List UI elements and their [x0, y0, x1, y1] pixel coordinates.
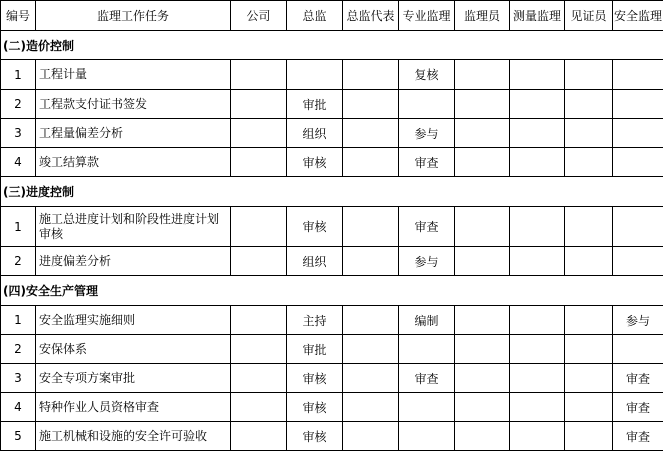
- cell-survey: [510, 393, 565, 422]
- cell-company: [231, 90, 287, 119]
- cell-supervisor: [455, 335, 510, 364]
- cell-safety: [613, 119, 663, 148]
- cell-safety: [613, 247, 663, 276]
- cell-witness: [565, 207, 613, 247]
- cell-supervisor: [455, 119, 510, 148]
- cell-no: 4: [1, 148, 36, 177]
- cell-survey: [510, 207, 565, 247]
- cell-company: [231, 148, 287, 177]
- cell-survey: [510, 422, 565, 451]
- table-row: [1, 119, 663, 148]
- cell-task: 施工机械和设施的安全许可验收: [36, 422, 231, 451]
- cell-supervisor: [455, 422, 510, 451]
- cell-chief-rep: [343, 60, 399, 90]
- cell-safety: [613, 148, 663, 177]
- cell-chief: 审批: [287, 335, 343, 364]
- cell-company: [231, 335, 287, 364]
- cell-no: 4: [1, 393, 36, 422]
- cell-witness: [565, 119, 613, 148]
- cell-company: [231, 393, 287, 422]
- cell-task: 进度偏差分析: [36, 247, 231, 276]
- cell-witness: [565, 364, 613, 393]
- cell-chief: 审批: [287, 90, 343, 119]
- header-cell-chief-rep: 总监代表: [343, 1, 399, 31]
- cell-supervisor: [455, 364, 510, 393]
- cell-chief: 审核: [287, 148, 343, 177]
- cell-chief-rep: [343, 119, 399, 148]
- table-row: [1, 364, 663, 393]
- cell-company: [231, 422, 287, 451]
- cell-supervisor: [455, 207, 510, 247]
- cell-specialist: [399, 422, 455, 451]
- table-row: [1, 247, 663, 276]
- section-row: [1, 31, 663, 60]
- cell-no: 1: [1, 207, 36, 247]
- cell-task: 安保体系: [36, 335, 231, 364]
- cell-specialist: 参与: [399, 119, 455, 148]
- cell-chief-rep: [343, 422, 399, 451]
- header-cell-task: 监理工作任务: [36, 1, 231, 31]
- cell-specialist: 复核: [399, 60, 455, 90]
- header-cell-specialist: 专业监理: [399, 1, 455, 31]
- cell-no: 3: [1, 364, 36, 393]
- cell-safety: [613, 335, 663, 364]
- table-row: [1, 207, 663, 247]
- cell-chief-rep: [343, 207, 399, 247]
- cell-chief: 审核: [287, 207, 343, 247]
- cell-specialist: 编制: [399, 306, 455, 335]
- cell-no: 2: [1, 90, 36, 119]
- section-title: (四)安全生产管理: [1, 276, 663, 306]
- cell-safety: [613, 60, 663, 90]
- cell-supervisor: [455, 60, 510, 90]
- cell-chief: 组织: [287, 247, 343, 276]
- cell-supervisor: [455, 247, 510, 276]
- cell-witness: [565, 422, 613, 451]
- cell-task: 工程量偏差分析: [36, 119, 231, 148]
- cell-safety: [613, 90, 663, 119]
- cell-no: 2: [1, 247, 36, 276]
- cell-safety: 审查: [613, 422, 663, 451]
- header-cell-company: 公司: [231, 1, 287, 31]
- table-row: [1, 393, 663, 422]
- cell-survey: [510, 364, 565, 393]
- cell-task: 工程计量: [36, 60, 231, 90]
- section-title: (三)进度控制: [1, 177, 663, 207]
- table-row: [1, 306, 663, 335]
- cell-safety: 审查: [613, 393, 663, 422]
- cell-no: 5: [1, 422, 36, 451]
- header-cell-chief: 总监: [287, 1, 343, 31]
- cell-chief: 审核: [287, 422, 343, 451]
- cell-witness: [565, 90, 613, 119]
- cell-chief: 组织: [287, 119, 343, 148]
- cell-company: [231, 60, 287, 90]
- header-row: [1, 1, 663, 31]
- section-row: [1, 276, 663, 306]
- header-cell-supervisor: 监理员: [455, 1, 510, 31]
- cell-chief: [287, 60, 343, 90]
- cell-chief-rep: [343, 335, 399, 364]
- cell-witness: [565, 247, 613, 276]
- cell-task: 安全专项方案审批: [36, 364, 231, 393]
- table-row: [1, 422, 663, 451]
- cell-no: 2: [1, 335, 36, 364]
- cell-chief-rep: [343, 90, 399, 119]
- cell-survey: [510, 60, 565, 90]
- cell-task: 安全监理实施细则: [36, 306, 231, 335]
- cell-specialist: [399, 90, 455, 119]
- cell-witness: [565, 393, 613, 422]
- cell-chief-rep: [343, 306, 399, 335]
- section-title: (二)造价控制: [1, 31, 663, 60]
- cell-specialist: [399, 335, 455, 364]
- cell-task: 特种作业人员资格审查: [36, 393, 231, 422]
- cell-specialist: 审查: [399, 364, 455, 393]
- cell-safety: [613, 207, 663, 247]
- header-cell-witness: 见证员: [565, 1, 613, 31]
- table-row: [1, 90, 663, 119]
- cell-witness: [565, 335, 613, 364]
- cell-safety: 审查: [613, 364, 663, 393]
- cell-specialist: 审查: [399, 148, 455, 177]
- cell-company: [231, 119, 287, 148]
- cell-chief: 审核: [287, 393, 343, 422]
- cell-chief-rep: [343, 247, 399, 276]
- cell-chief-rep: [343, 364, 399, 393]
- cell-supervisor: [455, 90, 510, 119]
- cell-witness: [565, 306, 613, 335]
- cell-supervisor: [455, 148, 510, 177]
- cell-survey: [510, 247, 565, 276]
- cell-no: 3: [1, 119, 36, 148]
- cell-company: [231, 247, 287, 276]
- cell-supervisor: [455, 306, 510, 335]
- cell-survey: [510, 119, 565, 148]
- cell-no: 1: [1, 306, 36, 335]
- cell-chief: 主持: [287, 306, 343, 335]
- cell-witness: [565, 60, 613, 90]
- cell-supervisor: [455, 393, 510, 422]
- cell-task: 工程款支付证书签发: [36, 90, 231, 119]
- cell-chief-rep: [343, 393, 399, 422]
- cell-specialist: 参与: [399, 247, 455, 276]
- cell-chief: 审核: [287, 364, 343, 393]
- cell-specialist: [399, 393, 455, 422]
- table-row: [1, 148, 663, 177]
- cell-company: [231, 207, 287, 247]
- header-cell-no: 编号: [1, 1, 36, 31]
- cell-company: [231, 306, 287, 335]
- cell-task: 竣工结算款: [36, 148, 231, 177]
- cell-task: 施工总进度计划和阶段性进度计划审核: [36, 207, 231, 247]
- header-cell-safety: 安全监理: [613, 1, 663, 31]
- cell-specialist: 审查: [399, 207, 455, 247]
- cell-survey: [510, 148, 565, 177]
- cell-survey: [510, 335, 565, 364]
- section-row: [1, 177, 663, 207]
- header-cell-survey: 测量监理: [510, 1, 565, 31]
- cell-survey: [510, 306, 565, 335]
- cell-no: 1: [1, 60, 36, 90]
- cell-company: [231, 364, 287, 393]
- cell-chief-rep: [343, 148, 399, 177]
- cell-witness: [565, 148, 613, 177]
- table-row: [1, 60, 663, 90]
- cell-safety: 参与: [613, 306, 663, 335]
- table-row: [1, 335, 663, 364]
- cell-survey: [510, 90, 565, 119]
